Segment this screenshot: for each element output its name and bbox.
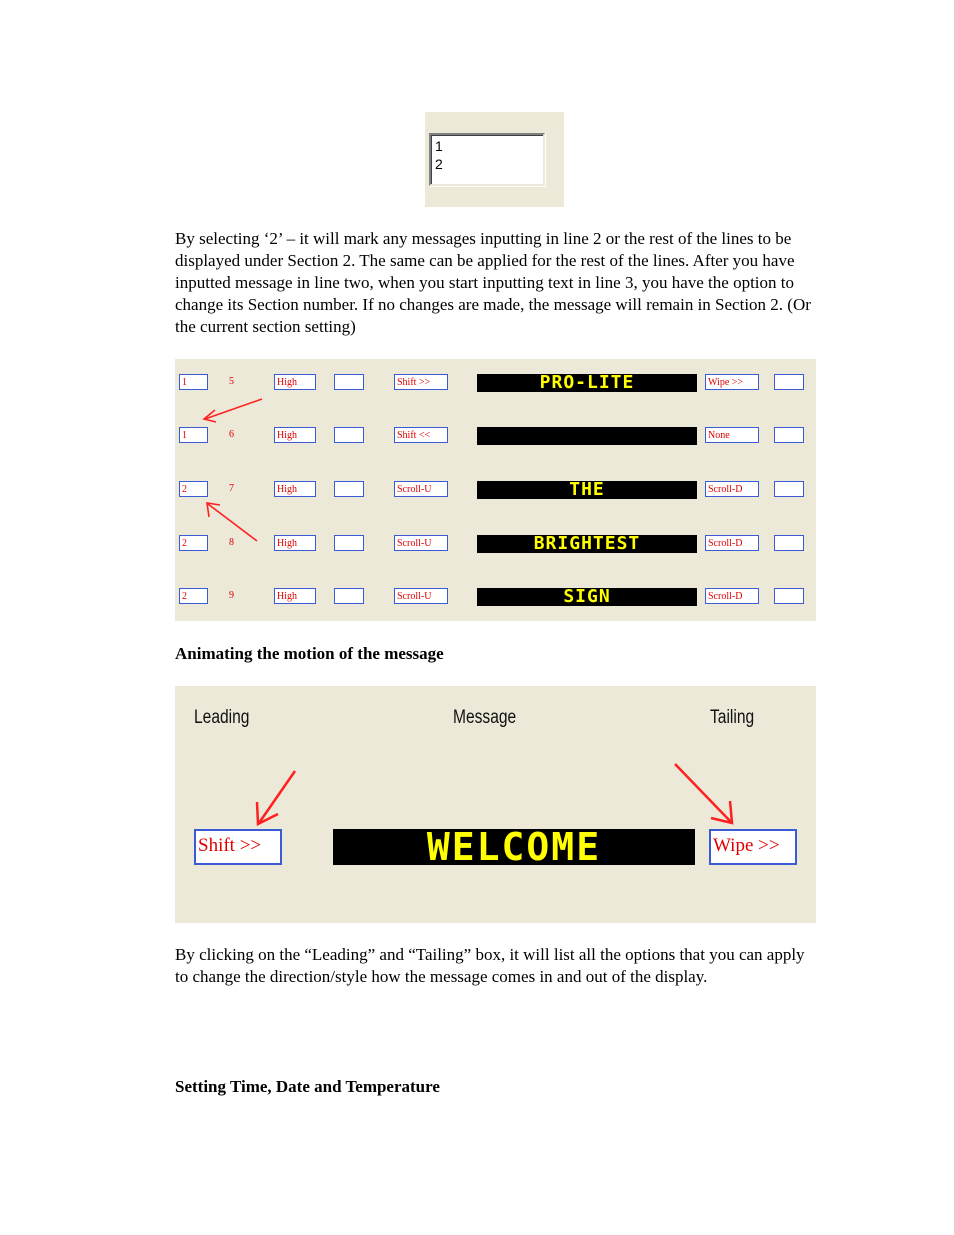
heading-animating: Animating the motion of the message xyxy=(175,644,444,663)
section-field[interactable]: 2 xyxy=(179,535,208,551)
arrow-to-section-2-icon xyxy=(207,503,257,541)
arrow-to-leading-icon xyxy=(257,771,295,824)
message-text: SIGN xyxy=(563,588,610,606)
heading-setting-time: Setting Time, Date and Temperature xyxy=(175,1077,440,1096)
section-field[interactable]: 1 xyxy=(179,374,208,390)
line-number: 6 xyxy=(229,429,234,440)
leading-field[interactable]: Shift >> xyxy=(394,374,448,390)
tailing-field[interactable]: Scroll-D xyxy=(705,481,759,497)
line-number: 5 xyxy=(229,376,234,387)
section-option-2[interactable]: 2 xyxy=(435,156,443,172)
line-number: 8 xyxy=(229,537,234,548)
line-number: 9 xyxy=(229,590,234,601)
leading-field[interactable]: Scroll-U xyxy=(394,588,448,604)
brightness-field[interactable]: High xyxy=(274,374,316,390)
leading-label: Leading xyxy=(194,707,250,728)
brightness-field[interactable]: High xyxy=(274,535,316,551)
message-label: Message xyxy=(453,707,517,728)
section-option-1[interactable]: 1 xyxy=(435,138,443,154)
brightness-field[interactable]: High xyxy=(274,588,316,604)
tailing-label: Tailing xyxy=(710,707,755,728)
arrow-annotations xyxy=(175,359,816,621)
section-field[interactable]: 2 xyxy=(179,481,208,497)
tailing-field[interactable]: None xyxy=(705,427,759,443)
brightness-field[interactable]: High xyxy=(274,427,316,443)
paragraph-leading-tailing: By clicking on the “Leading” and “Tailing” box, it will list all the options that you can apply to change the direction/style how the message comes in and out of the display. xyxy=(175,945,805,986)
tailing-field[interactable]: Scroll-D xyxy=(705,588,759,604)
arrow-to-section-1-icon xyxy=(204,399,262,422)
section-field[interactable]: 1 xyxy=(179,427,208,443)
tailing-select[interactable]: Wipe >> xyxy=(709,829,797,865)
section-listbox[interactable] xyxy=(429,133,545,186)
message-grid-panel xyxy=(175,359,816,621)
leading-field[interactable]: Scroll-U xyxy=(394,535,448,551)
leading-field[interactable]: Shift << xyxy=(394,427,448,443)
tailing-field[interactable]: Scroll-D xyxy=(705,535,759,551)
brightness-field[interactable]: High xyxy=(274,481,316,497)
animation-arrows xyxy=(175,686,816,923)
arrow-to-tailing-icon xyxy=(675,764,732,823)
message-display[interactable]: PRO-LITE xyxy=(477,374,697,392)
leading-field[interactable]: Scroll-U xyxy=(394,481,448,497)
message-display[interactable]: BRIGHTEST xyxy=(477,535,697,553)
section-field[interactable]: 2 xyxy=(179,588,208,604)
message-display[interactable]: THE xyxy=(477,481,697,499)
animation-panel xyxy=(175,686,816,923)
leading-select[interactable]: Shift >> xyxy=(194,829,282,865)
tailing-field[interactable]: Wipe >> xyxy=(705,374,759,390)
message-display-large[interactable]: WELCOME xyxy=(333,829,695,865)
paragraph-section-explanation: By selecting ‘2’ – it will mark any messages inputting in line 2 or the rest of the lines to be displayed under Section 2. The same can be applied for the rest of the lines. After you have inputted message in line two, when you start inputting text in line 3, you have the option to change its Section number. If no changes are made, the message will remain in Section 2. (Or the current section setting) xyxy=(175,229,811,336)
line-number: 7 xyxy=(229,483,234,494)
section-select-panel xyxy=(425,112,564,207)
